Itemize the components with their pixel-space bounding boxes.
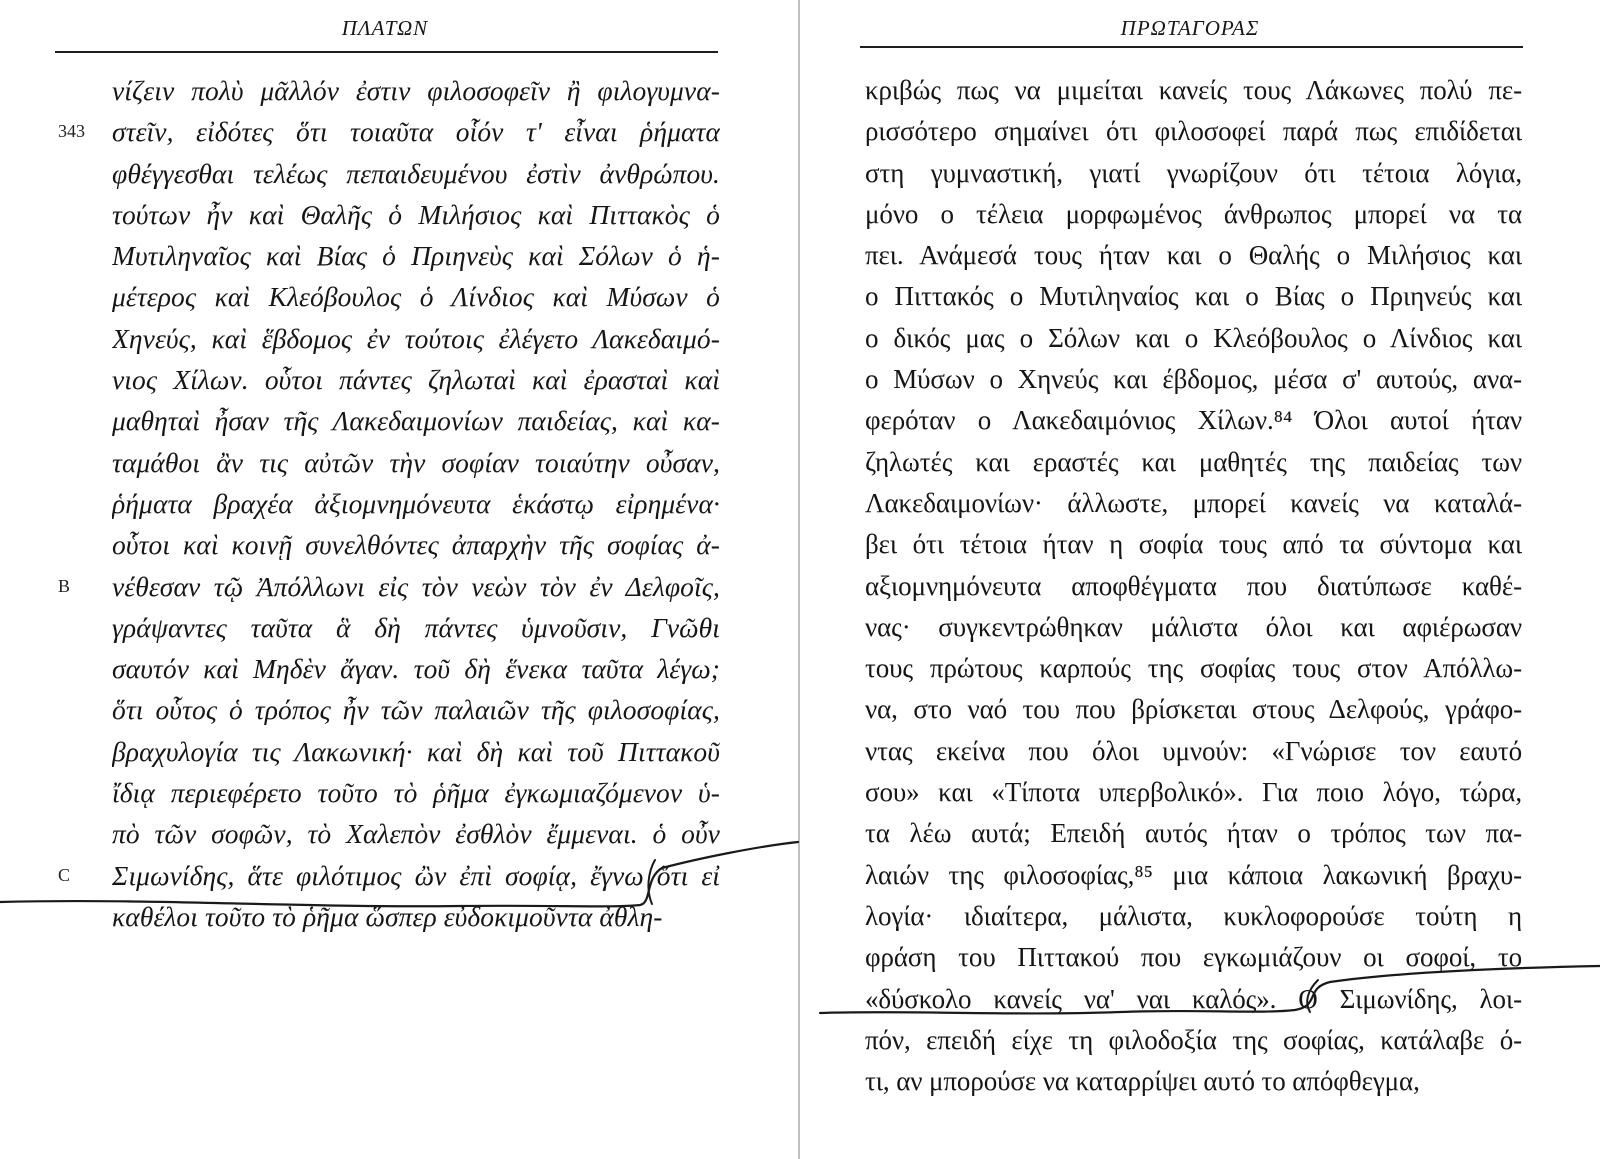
text-line: οὗτοι καὶ κοινῇ συνελθόντες ἀπαρχὴν τῆς σοφίας ἀ- [112, 529, 720, 561]
text-line: ζηλωτές και εραστές και μαθητές της παιδείας των [865, 446, 1522, 477]
text-line: φθέγγεσθαι τελέως πεπαιδευμένου ἐστὶν ἀνθρώπου. [112, 157, 720, 189]
text-line: μαθηταὶ ἦσαν τῆς Λακεδαιμονίων παιδείας, καὶ κα- [112, 405, 720, 437]
text-line: νας· συγκεντρώθηκαν μάλιστα όλοι και αφιέρωσαν [865, 611, 1522, 642]
text-line: γράψαντες ταῦτα ἃ δὴ πάντες ὑμνοῦσιν, Γνῶθι [112, 611, 720, 643]
text-line: Μυτιληναῖος καὶ Βίας ὁ Πριηνεὺς καὶ Σόλων ὁ ἡ- [112, 240, 720, 272]
translation-text-block [865, 70, 1522, 1102]
text-line: βραχυλογία τις Λακωνική· καὶ δὴ καὶ τοῦ Πιττακοῦ [112, 735, 720, 767]
text-line: στη γυμναστική, γιατί γνωρίζουν ότι τέτοια λόγια, [865, 157, 1522, 188]
text-line: τι, αν μπορούσε να καταρρίψει αυτό το απόφθεγμα, [865, 1066, 1420, 1097]
text-line: λογία· ιδιαίτερα, μάλιστα, κυκλοφορούσε τούτη η [865, 900, 1522, 931]
margin-ref-343: 343 [58, 121, 85, 142]
text-line: ἴδιᾳ περιεφέρετο τοῦτο τὸ ῥῆμα ἐγκωμιαζόμενον ὑ- [112, 777, 720, 809]
text-line: τούτων ἦν καὶ Θαλῆς ὁ Μιλήσιος καὶ Πιττακὸς ὁ [112, 198, 720, 230]
text-line: τα λέω αυτά; Επειδή αυτός ήταν ο τρόπος των πα- [865, 818, 1522, 849]
text-line: ο Μύσων ο Χηνεύς και έβδομος, μέσα σ' αυτούς, ανα- [865, 364, 1522, 395]
margin-ref-c: C [58, 864, 71, 885]
header-rule-left [55, 51, 718, 53]
text-line: πόν, επειδή είχε τη φιλοδοξία της σοφίας, κατάλαβε ό- [865, 1024, 1522, 1055]
book-gutter [798, 0, 800, 1159]
left-page-greek-original [0, 0, 795, 1159]
text-line: λαιών της φιλοσοφίας,⁸⁵ μια κάποια λακωνική βραχυ- [865, 859, 1522, 890]
right-page-modern-translation [805, 0, 1600, 1159]
text-line: ταμάθοι ἂν τις αὐτῶν τὴν σοφίαν τοιαύτην οὖσαν, [112, 446, 720, 478]
text-line: νέθεσαν τῷ Ἀπόλλωνι εἰς τὸν νεὼν τὸν ἐν Δελφοῖς, [112, 570, 720, 602]
text-line: βει ότι τέτοια ήταν η σοφία τους από τα σύντομα και [865, 529, 1522, 560]
text-line: ντας εκείνα που όλοι υμνούν: «Γνώρισε τον εαυτό [865, 735, 1522, 766]
text-line: μόνο ο τέλεια μορφωμένος άνθρωπος μπορεί να τα [865, 198, 1522, 229]
text-line: αξιομνημόνευτα αποφθέγματα που διατύπωσε καθέ- [865, 570, 1522, 601]
text-line: Λακεδαιμονίων· άλλωστε, μπορεί κανείς να καταλά- [865, 487, 1522, 518]
text-line: μέτερος καὶ Κλεόβουλος ὁ Λίνδιος καὶ Μύσων ὁ [112, 281, 720, 313]
running-head-left: ΠΛΑΤΩΝ [341, 16, 429, 40]
text-line: στεῖν, εἰδότες ὅτι τοιαῦτα οἷόν τ' εἶναι ῥήματα [112, 116, 720, 148]
margin-ref-b: B [58, 575, 71, 596]
text-line: σου» και «Τίποτα υπερβολικό». Για ποιο λόγο, τώρα, [865, 777, 1522, 808]
text-line: ὅτι οὗτος ὁ τρόπος ἦν τῶν παλαιῶν τῆς φιλοσοφίας, [112, 694, 720, 726]
text-line: ρισσότερο σημαίνει ότι φιλοσοφεί παρά πως επιδίδεται [865, 116, 1522, 147]
text-line: ῥήματα βραχέα ἀξιομνημόνευτα ἑκάστῳ εἰρημένα· [112, 487, 720, 519]
text-line: φερόταν ο Λακεδαιμόνιος Χίλων.⁸⁴ Όλοι αυτοί ήταν [865, 405, 1522, 436]
text-line: σαυτόν καὶ Μηδὲν ἄγαν. τοῦ δὴ ἕνεκα ταῦτα λέγω; [112, 653, 720, 685]
text-line: νίζειν πολὺ μᾶλλόν ἐστιν φιλοσοφεῖν ἢ φιλογυμνα- [112, 75, 720, 106]
text-line: πει. Ανάμεσά τους ήταν και ο Θαλής ο Μιλήσιος και [865, 240, 1522, 271]
text-line: ο δικός μας ο Σόλων και ο Κλεόβουλος ο Λίνδιος και [865, 322, 1522, 353]
text-line: νιος Χίλων. οὗτοι πάντες ζηλωταὶ καὶ ἐρασταὶ καὶ [112, 364, 720, 396]
text-line: «δύσκολο κανείς να' ναι καλός». Ο Σιμωνίδης, λοι- [865, 983, 1522, 1014]
header-rule-right [860, 46, 1523, 48]
text-line: φράση του Πιττακού που εγκωμιάζουν οι σοφοί, το [865, 942, 1522, 973]
text-line: κριβώς πως να μιμείται κανείς τους Λάκωνες πολύ πε- [865, 75, 1522, 105]
text-line: τους πρώτους καρπούς της σοφίας τους στον Απόλλω- [865, 653, 1522, 684]
greek-text-block [112, 70, 720, 937]
text-line: καθέλοι τοῦτο τὸ ῥῆμα ὥσπερ εὐδοκιμοῦντα ἀθλη- [112, 900, 663, 932]
text-line: Σιμωνίδης, ἅτε φιλότιμος ὢν ἐπὶ σοφίᾳ, ἔγνω ὅτι εἰ [112, 859, 720, 891]
text-line: Χηνεύς, καὶ ἕβδομος ἐν τούτοις ἐλέγετο Λακεδαιμό- [112, 322, 720, 354]
running-head-right: ΠΡΩΤΑΓΟΡΑΣ [1120, 16, 1260, 40]
text-line: ο Πιττακός ο Μυτιληναίος και ο Βίας ο Πριηνεύς και [865, 281, 1522, 312]
text-line: πὸ τῶν σοφῶν, τὸ Χαλεπὸν ἐσθλὸν ἔμμεναι. ὁ οὖν [112, 818, 720, 850]
text-line: να, στο ναό του που βρίσκεται στους Δελφούς, γράφο- [865, 694, 1522, 725]
